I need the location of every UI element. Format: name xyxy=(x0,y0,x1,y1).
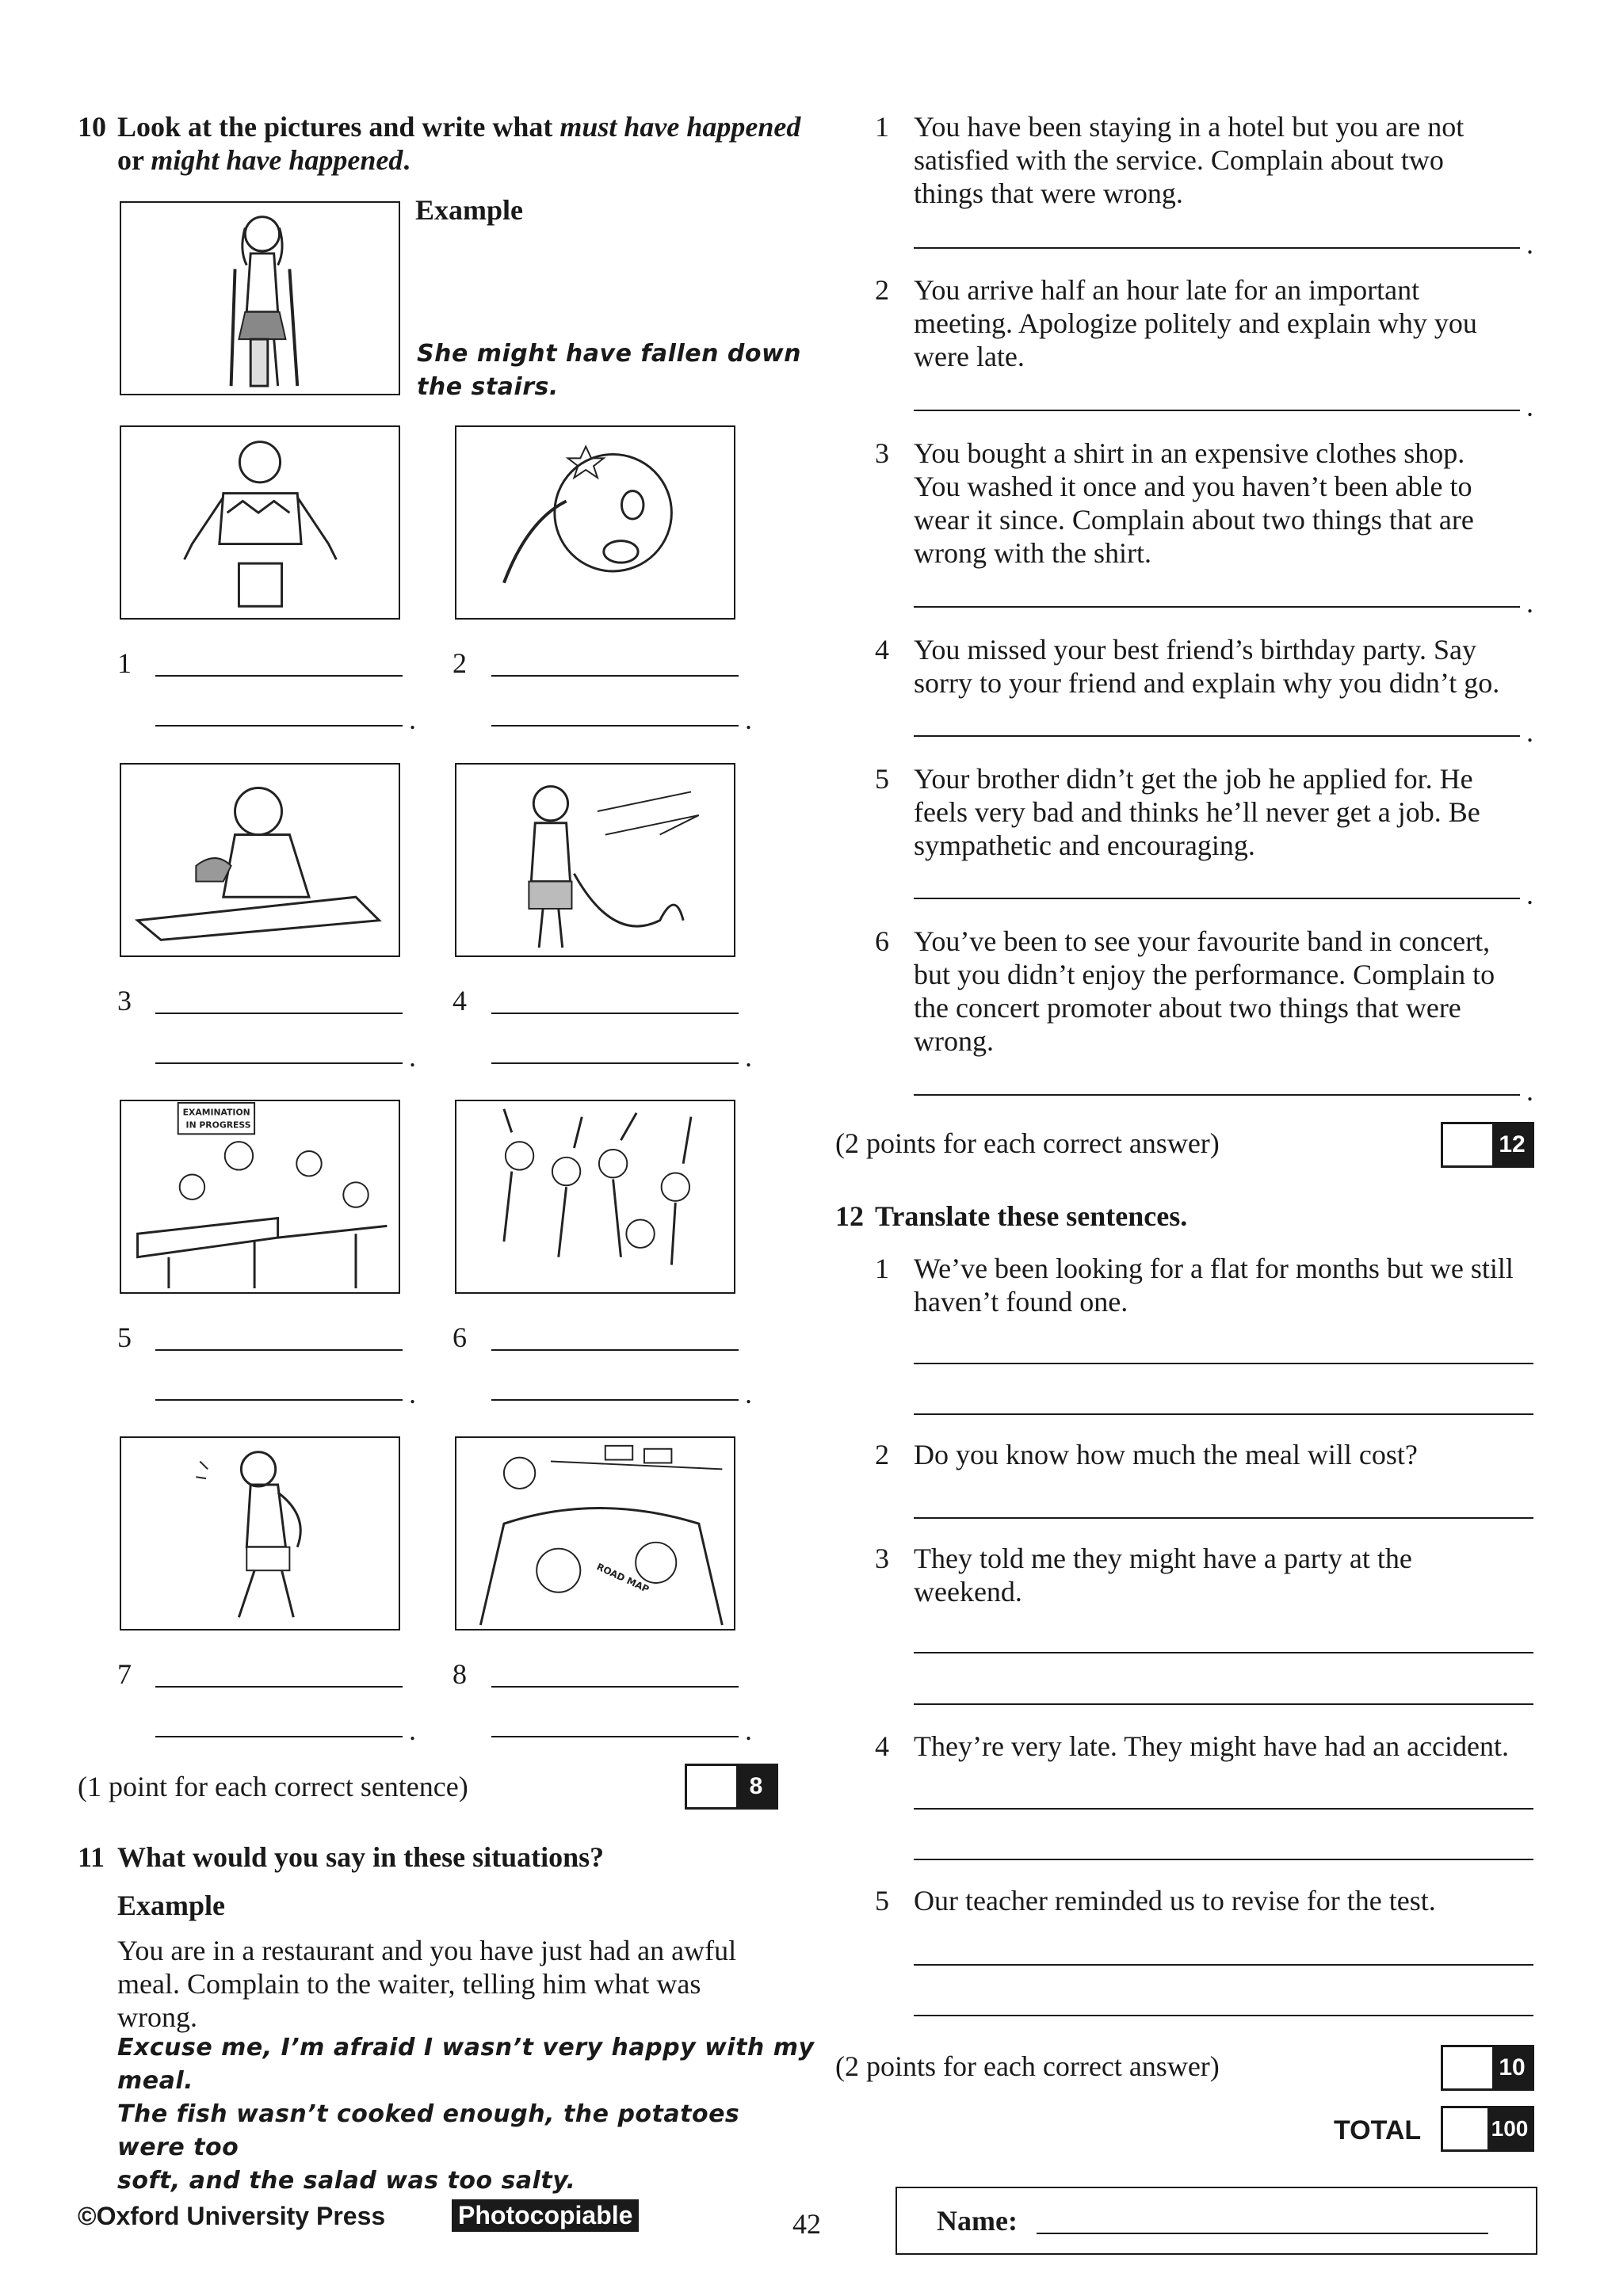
answer-line-3b[interactable] xyxy=(155,1062,403,1064)
s11-item-6-text xyxy=(914,925,1548,1058)
section-12-score-box[interactable] xyxy=(1441,2045,1534,2091)
s11-item-1-line: You have been staying in a hotel but you are not xyxy=(914,111,1465,143)
picture-1-shrunk-sweater xyxy=(120,425,400,620)
total-score-entry[interactable] xyxy=(1443,2108,1487,2149)
exam-room-illustration-icon xyxy=(121,1101,399,1292)
item-number-4: 4 xyxy=(453,985,467,1016)
s12-answer-line-5b[interactable] xyxy=(914,2015,1533,2016)
picture-8-lost-car xyxy=(455,1436,735,1630)
s12-answer-line-1b[interactable] xyxy=(914,1413,1533,1415)
s12-answer-line-3a[interactable] xyxy=(914,1652,1533,1653)
period: . xyxy=(745,1714,752,1746)
s12-answer-line-4a[interactable] xyxy=(914,1808,1533,1810)
s12-item-4-line: They’re very late. They might have had an accident. xyxy=(914,1730,1510,1762)
s11-item-number-1: 1 xyxy=(875,111,889,143)
shrunk-sweater-illustration-icon xyxy=(121,427,399,618)
score-entry[interactable] xyxy=(1443,2047,1492,2088)
picture-2-hit-face xyxy=(455,425,735,620)
example-answer-line: soft, and the salad was too salty. xyxy=(117,2167,576,2195)
total-label: TOTAL xyxy=(1334,2115,1422,2145)
section-10-score-box[interactable] xyxy=(685,1764,778,1810)
period: . xyxy=(745,1041,752,1073)
answer-line-2b[interactable] xyxy=(491,725,739,727)
celebrating-fans-illustration-icon xyxy=(456,1101,734,1292)
s12-item-number-2: 2 xyxy=(875,1439,889,1470)
s12-item-number-4: 4 xyxy=(875,1730,889,1762)
s12-item-number-1: 1 xyxy=(875,1253,889,1284)
s12-answer-line-5a[interactable] xyxy=(914,1964,1533,1966)
s11-item-4-line: sorry to your friend and explain why you didn’t go. xyxy=(914,667,1500,699)
back-pain-illustration-icon xyxy=(121,1438,399,1629)
score-entry[interactable] xyxy=(687,1766,736,1807)
name-input-line[interactable] xyxy=(1037,2233,1488,2234)
period: . xyxy=(745,1378,752,1409)
section-11-example-label: Example xyxy=(117,1890,226,1921)
item-number-2: 2 xyxy=(453,647,467,679)
crutches-illustration-icon xyxy=(121,203,399,394)
s11-item-number-6: 6 xyxy=(875,925,889,957)
s11-item-1-text xyxy=(914,110,1548,210)
item-number-8: 8 xyxy=(453,1658,467,1690)
empty-lead-illustration-icon xyxy=(456,765,734,955)
s12-answer-line-1a[interactable] xyxy=(914,1363,1533,1364)
section-10-title: Look at the pictures and write what must have happened or might have happened. xyxy=(117,111,801,176)
section-11-title: What would you say in these situations? xyxy=(117,1841,605,1873)
s12-item-number-3: 3 xyxy=(875,1543,889,1574)
name-box xyxy=(896,2187,1537,2255)
section-10-number: 10 xyxy=(78,111,106,143)
exam-sign-line1: EXAMINATION xyxy=(182,1107,250,1118)
page-number: 42 xyxy=(792,2208,821,2240)
s11-answer-line-2[interactable] xyxy=(914,410,1520,411)
s11-item-2-line: You arrive half an hour late for an important xyxy=(914,274,1420,306)
s12-item-1-line: We’ve been looking for a flat for months but we still xyxy=(914,1253,1514,1284)
s11-item-2-line: were late. xyxy=(914,341,1025,372)
answer-line-1a[interactable] xyxy=(155,675,403,677)
section-10-example-answer-line2: the stairs. xyxy=(417,373,559,401)
answer-line-1b[interactable] xyxy=(155,725,403,727)
example-prompt-line: meal. Complain to the waiter, telling him what was xyxy=(117,1968,701,2000)
answer-line-7b[interactable] xyxy=(155,1736,403,1737)
section-11-max-score: 12 xyxy=(1492,1124,1532,1165)
period: . xyxy=(1526,716,1533,748)
example-picture-crutches xyxy=(120,201,400,395)
period: . xyxy=(409,1714,416,1746)
s12-item-4-text xyxy=(914,1730,1579,1763)
s11-item-1-line: satisfied with the service. Complain about two xyxy=(914,144,1444,176)
section-12-max-score: 10 xyxy=(1492,2047,1532,2088)
s12-answer-line-4b[interactable] xyxy=(914,1859,1533,1860)
s11-item-number-4: 4 xyxy=(875,634,889,666)
s11-item-5-text xyxy=(914,762,1548,862)
period: . xyxy=(409,1378,416,1409)
section-12-title: Translate these sentences. xyxy=(875,1200,1188,1232)
period: . xyxy=(1526,1075,1533,1107)
name-label: Name: xyxy=(937,2205,1018,2237)
section-10-example-answer-line1: She might have fallen down xyxy=(417,340,802,368)
s11-answer-line-1[interactable] xyxy=(914,247,1520,249)
s11-item-5-line: Your brother didn’t get the job he applied for. He xyxy=(914,763,1473,795)
road-map-label: ROAD MAP xyxy=(594,1561,651,1596)
s12-item-2-line: Do you know how much the meal will cost? xyxy=(914,1439,1418,1470)
section-10-max-score: 8 xyxy=(736,1766,776,1807)
s11-item-5-line: sympathetic and encouraging. xyxy=(914,830,1255,861)
s11-item-4-text xyxy=(914,633,1548,700)
hit-face-illustration-icon xyxy=(456,427,734,618)
s11-item-5-line: feels very bad and thinks he’ll never get a job. Be xyxy=(914,796,1480,828)
s11-item-3-text xyxy=(914,437,1548,570)
answer-line-6b[interactable] xyxy=(491,1399,739,1401)
s11-item-6-line: You’ve been to see your favourite band in concert, xyxy=(914,925,1491,957)
score-entry[interactable] xyxy=(1443,1124,1492,1165)
answer-line-4b[interactable] xyxy=(491,1062,739,1064)
s11-answer-line-5[interactable] xyxy=(914,898,1520,899)
picture-6-celebrating-fans xyxy=(455,1100,735,1294)
period: . xyxy=(1526,228,1533,260)
total-score-box[interactable] xyxy=(1441,2106,1534,2152)
s11-answer-line-4[interactable] xyxy=(914,735,1520,737)
period: . xyxy=(1526,587,1533,619)
s12-item-1-line: haven’t found one. xyxy=(914,1286,1128,1318)
s12-item-2-text xyxy=(914,1438,1556,1471)
s11-item-6-line: the concert promoter about two things that were xyxy=(914,992,1461,1024)
section-11-example-answer xyxy=(117,2031,815,2198)
s11-item-3-line: You bought a shirt in an expensive clothes shop. xyxy=(914,437,1465,469)
s11-item-3-line: You washed it once and you haven’t been able to xyxy=(914,471,1472,502)
s11-item-number-3: 3 xyxy=(875,437,889,469)
copyright: ©Oxford University Press xyxy=(78,2202,386,2230)
picture-5-exam-room xyxy=(120,1100,400,1294)
section-10-scoring: (1 point for each correct sentence) xyxy=(78,1771,468,1802)
s11-answer-line-6[interactable] xyxy=(914,1094,1520,1096)
period: . xyxy=(409,704,416,735)
item-number-7: 7 xyxy=(117,1658,132,1690)
s11-item-6-line: wrong. xyxy=(914,1025,994,1057)
answer-line-3a[interactable] xyxy=(155,1013,403,1014)
s12-item-1-text xyxy=(914,1252,1556,1318)
item-number-3: 3 xyxy=(117,985,132,1016)
s12-item-number-5: 5 xyxy=(875,1885,889,1917)
section-11-number: 11 xyxy=(78,1841,105,1873)
exam-sign-line2: IN PROGRESS xyxy=(185,1119,251,1131)
s11-item-6-line: but you didn’t enjoy the performance. Complain to xyxy=(914,959,1495,990)
answer-line-7a[interactable] xyxy=(155,1686,403,1688)
example-prompt-line: You are in a restaurant and you have just had an awful xyxy=(117,1935,737,1966)
s12-answer-line-2[interactable] xyxy=(914,1517,1533,1519)
lost-car-illustration-icon xyxy=(456,1438,734,1629)
s11-item-number-2: 2 xyxy=(875,274,889,306)
s11-item-2-text xyxy=(914,273,1548,373)
s12-item-5-text xyxy=(914,1884,1556,1917)
picture-3-broken-computer xyxy=(120,763,400,957)
section-12-number: 12 xyxy=(835,1200,864,1232)
s11-item-4-line: You missed your best friend’s birthday party. Say xyxy=(914,634,1476,666)
s12-item-3-line: They told me they might have a party at the xyxy=(914,1543,1412,1574)
answer-line-8a[interactable] xyxy=(491,1686,739,1688)
s12-item-3-text xyxy=(914,1542,1556,1608)
s12-item-5-line: Our teacher reminded us to revise for the test. xyxy=(914,1885,1436,1917)
example-answer-line: Excuse me, I’m afraid I wasn’t very happy with my meal. xyxy=(117,2034,815,2095)
total-max-score: 100 xyxy=(1487,2108,1532,2149)
s11-item-1-line: things that were wrong. xyxy=(914,177,1183,209)
section-11-example-prompt xyxy=(117,1934,815,2034)
s11-answer-line-3[interactable] xyxy=(914,606,1520,608)
example-answer-line: The fish wasn’t cooked enough, the potatoes were too xyxy=(117,2100,740,2161)
s11-item-3-line: wrong with the shirt. xyxy=(914,537,1151,569)
period: . xyxy=(745,704,752,735)
period: . xyxy=(1526,391,1533,422)
s11-item-number-5: 5 xyxy=(875,763,889,795)
section-12-scoring: (2 points for each correct answer) xyxy=(835,2050,1220,2082)
photocopiable-badge: Photocopiable xyxy=(452,2199,639,2232)
surprised-girl-illustration-icon xyxy=(121,765,399,955)
s12-answer-line-3b[interactable] xyxy=(914,1703,1533,1705)
item-number-6: 6 xyxy=(453,1322,467,1353)
picture-7-back-pain xyxy=(120,1436,400,1630)
answer-line-6a[interactable] xyxy=(491,1349,739,1351)
example-prompt-line: wrong. xyxy=(117,2001,197,2033)
section-10-example-label: Example xyxy=(415,194,524,226)
answer-line-5a[interactable] xyxy=(155,1349,403,1351)
answer-line-4a[interactable] xyxy=(491,1013,739,1014)
s11-item-3-line: wear it since. Complain about two things that are xyxy=(914,504,1474,536)
s12-item-3-line: weekend. xyxy=(914,1576,1022,1608)
item-number-5: 5 xyxy=(117,1322,132,1353)
answer-line-5b[interactable] xyxy=(155,1399,403,1401)
answer-line-8b[interactable] xyxy=(491,1736,739,1737)
item-number-1: 1 xyxy=(117,647,132,679)
picture-4-dog-lead xyxy=(455,763,735,957)
answer-line-2a[interactable] xyxy=(491,675,739,677)
s11-item-2-line: meeting. Apologize politely and explain why you xyxy=(914,307,1477,339)
period: . xyxy=(409,1041,416,1073)
period: . xyxy=(1526,879,1533,910)
section-11-scoring: (2 points for each correct answer) xyxy=(835,1127,1220,1159)
section-11-score-box[interactable] xyxy=(1441,1122,1534,1168)
